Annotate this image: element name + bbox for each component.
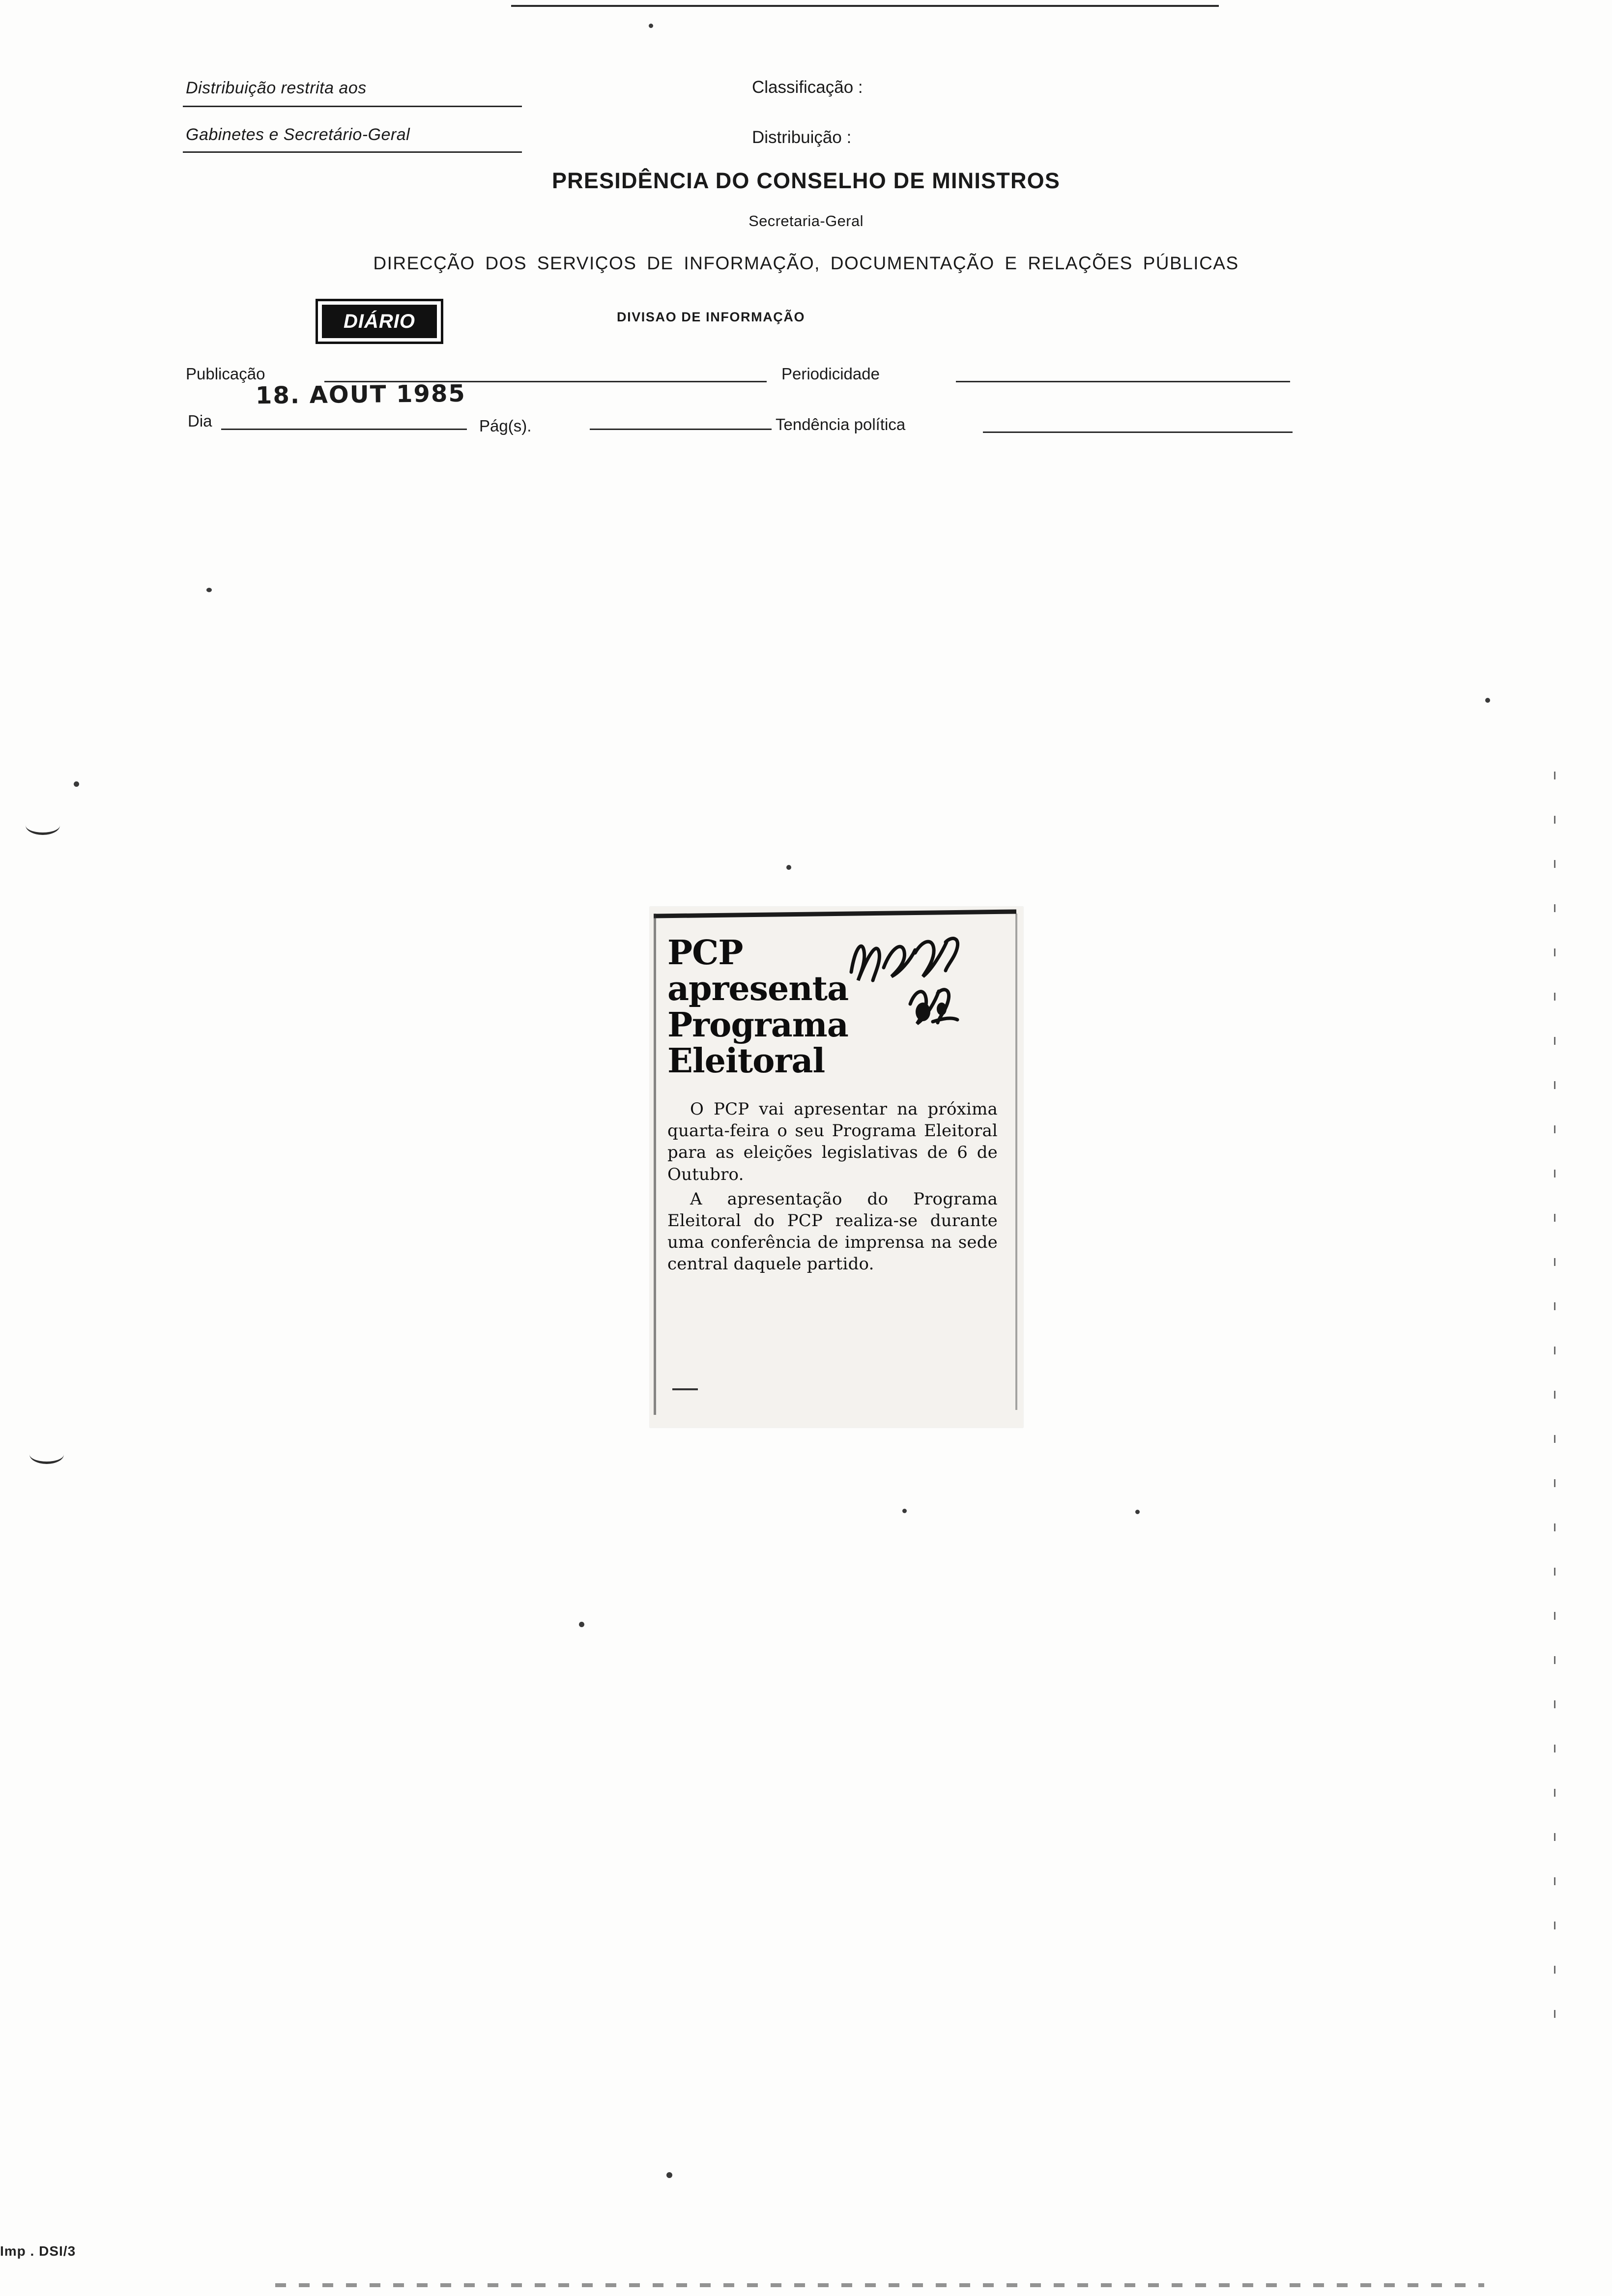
clipping-headline [667,933,1007,1081]
day-field-line[interactable] [221,429,467,430]
clipping-body [667,1098,998,1278]
form-code: Imp . DSI/3 [0,2243,76,2259]
distribution-label: Distribuição : [752,128,852,147]
scan-speck [786,865,791,870]
distribution-note-rule-1 [183,106,522,107]
clipping-headline-line3: Programa [667,1005,848,1045]
department-title: DIRECÇÃO DOS SERVIÇOS DE INFORMAÇÃO, DOCUMENTAÇÃO E RELAÇÕES PÚBLICAS [373,253,1239,273]
periodicity-field-line[interactable] [956,381,1290,382]
publication-label: Publicação [186,365,265,383]
bottom-scan-smudge [275,2283,1484,2287]
clipping-left-edge [654,914,656,1415]
division-title: DIVISAO DE INFORMAÇÃO [617,310,806,324]
clipping-top-rule [654,909,1016,918]
scan-speck [666,2172,672,2178]
clipping-end-dash [672,1388,698,1390]
date-stamp-value: 18. AOUT 1985 [255,379,466,410]
scan-edge-dashes [1554,772,1555,2030]
distribution-note-line2: Gabinetes e Secretário-Geral [186,125,410,144]
political-tendency-field-line[interactable] [983,431,1293,433]
scan-mark-left-lower [29,1445,64,1464]
scan-speck [74,781,79,787]
top-scan-line [511,5,1219,7]
scan-speck [902,1509,907,1513]
diario-stamp-label: DIÁRIO [322,305,437,338]
pages-label: Pág(s). [479,417,532,435]
scan-speck [649,24,653,28]
clipping-headline-line4: Eleitoral [667,1041,825,1081]
clipping-paragraph-2: A apresentação do Programa Eleitoral do PCP realiza-se durante uma conferência de imprensa na sede central daquele partido. [667,1189,998,1274]
scan-speck [206,588,212,592]
clipping-headline-line1: PCP [667,933,743,973]
newspaper-clipping [650,907,1023,1428]
scan-mark-left-upper [26,816,60,835]
political-tendency-label: Tendência política [776,415,906,433]
clipping-headline-line2: apresenta [667,969,849,1009]
periodicity-label: Periodicidade [781,365,880,383]
sub-organization: Secretaria-Geral [748,212,864,230]
diario-stamp [316,299,443,344]
scan-speck [1485,698,1490,703]
scan-speck [579,1622,584,1627]
clipping-paragraph-1: O PCP vai apresentar na próxima quarta-feira o seu Programa Eleitoral para as eleições legislativas de 6 de Outubro. [667,1099,998,1184]
clipping-right-edge [1015,914,1017,1410]
distribution-note-line1: Distribuição restrita aos [186,79,367,97]
pages-field-line[interactable] [590,429,772,430]
classification-label: Classificação : [752,78,863,97]
organization-title: PRESIDÊNCIA DO CONSELHO DE MINISTROS [551,168,1061,193]
day-label: Dia [188,412,212,430]
scan-speck [1135,1510,1140,1514]
distribution-note-rule-2 [183,151,522,153]
